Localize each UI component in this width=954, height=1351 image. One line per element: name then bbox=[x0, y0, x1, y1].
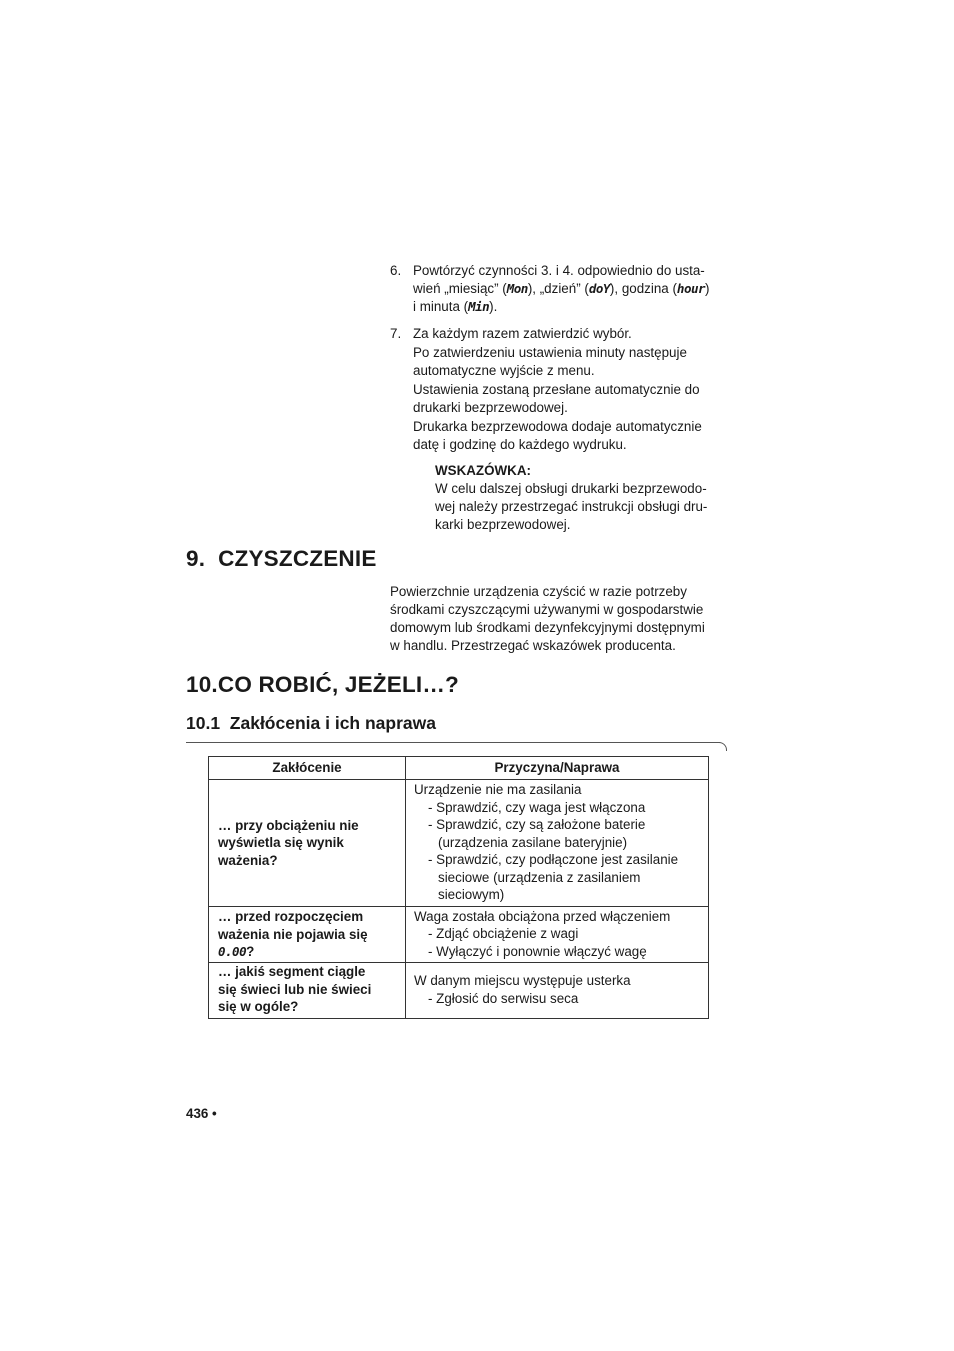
fix-item: - Wyłączyć i ponownie włączyć wagę bbox=[428, 943, 647, 959]
display-day: doY bbox=[588, 281, 610, 296]
fix-item: - Sprawdzić, czy podłączone jest zasilanie sieciowe (urządzenia z zasilaniem sieciowym) bbox=[428, 852, 679, 902]
problem-cell: … przy obciążeniu nie wyświetla się wynik ważenia? bbox=[209, 780, 406, 907]
fix-item: - Zgłosić do serwisu seca bbox=[428, 990, 579, 1006]
header-problem: Zakłócenie bbox=[209, 757, 406, 780]
page-number: 436 • bbox=[186, 1106, 217, 1121]
step-6-number: 6. bbox=[390, 263, 402, 278]
cause-cell: W danym miejscu występuje usterka - Zgłosić do serwisu seca bbox=[406, 963, 709, 1019]
cause-cell: Waga została obciążona przed włączeniem - Zdjąć obciążenie z wagi - Wyłączyć i ponownie włączyć wagę bbox=[406, 906, 709, 963]
step-7-number: 7. bbox=[390, 326, 402, 341]
cause-cell: Urządzenie nie ma zasilania - Sprawdzić, czy waga jest włączona - Sprawdzić, czy są założone baterie (urządzenia zasilane bateryjnie) - Sprawdzić, czy podłączone jest zasilanie sieciowe (urządzenia z zasilaniem sieciowym) bbox=[406, 780, 709, 907]
step-7-paragraph-3: Drukarka bezprzewodowa dodaje automatycznie datę i godzinę do każdego wydruku. bbox=[413, 419, 702, 452]
heading-rule-corner bbox=[716, 742, 727, 751]
table-row bbox=[209, 906, 709, 963]
step-6-text: Powtórzyć czynności 3. i 4. odpowiednio do usta- wień „miesiąc” (Mon), „dzień” (doY), godzina (hour) i minuta (Min). bbox=[413, 263, 710, 314]
note-box: WSKAZÓWKA: W celu dalszej obsługi drukarki bezprzewodo- wej należy przestrzegać instrukcji obsługi dru- karki bezprzewodowej. bbox=[435, 462, 735, 534]
table-header-row bbox=[209, 757, 709, 780]
step-7-paragraph-2: Ustawienia zostaną przesłane automatycznie do drukarki bezprzewodowej. bbox=[413, 382, 700, 415]
header-cause: Przyczyna/Naprawa bbox=[406, 757, 709, 780]
table-row bbox=[209, 780, 709, 907]
display-zero: 0.00 bbox=[218, 944, 247, 959]
display-hour: hour bbox=[676, 281, 706, 296]
problem-cell: … jakiś segment ciągle się świeci lub nie świeci się w ogóle? bbox=[209, 963, 406, 1019]
step-7-paragraph-1: Po zatwierdzeniu ustawienia minuty następuje automatyczne wyjście z menu. bbox=[413, 345, 687, 378]
display-minute: Min bbox=[468, 299, 490, 314]
section-9-heading: 9. CZYSZCZENIE bbox=[186, 546, 377, 571]
step-7-text: Za każdym razem zatwierdzić wybór. Po zatwierdzeniu ustawienia minuty następuje automatyczne wyjście z menu. Ustawienia zostaną przesłane automatycznie do drukarki bezprzewodowej. Drukarka bezprzewodowa dodaje automatycznie datę i godzinę do każdego wydruku. bbox=[413, 325, 733, 454]
fix-item: - Sprawdzić, czy są założone baterie (urządzenia zasilane bateryjnie) bbox=[428, 817, 646, 850]
display-month: Mon bbox=[506, 281, 528, 296]
heading-rule bbox=[186, 742, 720, 743]
section-9-text: Powierzchnie urządzenia czyścić w razie potrzeby środkami czyszczącymi używanymi w gospodarstwie domowym lub środkami dezynfekcyjnymi dostępnymi w handlu. Przestrzegać wskazówek producenta. bbox=[390, 584, 705, 653]
note-title: WSKAZÓWKA: bbox=[435, 463, 531, 478]
table-row bbox=[209, 963, 709, 1019]
fix-item: - Sprawdzić, czy waga jest włączona bbox=[428, 799, 646, 815]
problem-cell: … przed rozpoczęciem ważenia nie pojawia się 0.00? bbox=[209, 906, 406, 963]
section-10-1-heading: 10.1 Zakłócenia i ich naprawa bbox=[186, 713, 436, 733]
troubleshooting-table bbox=[208, 756, 709, 1019]
section-10-heading: 10.CO ROBIĆ, JEŻELI…? bbox=[186, 672, 459, 697]
fix-item: - Zdjąć obciążenie z wagi bbox=[428, 926, 579, 941]
